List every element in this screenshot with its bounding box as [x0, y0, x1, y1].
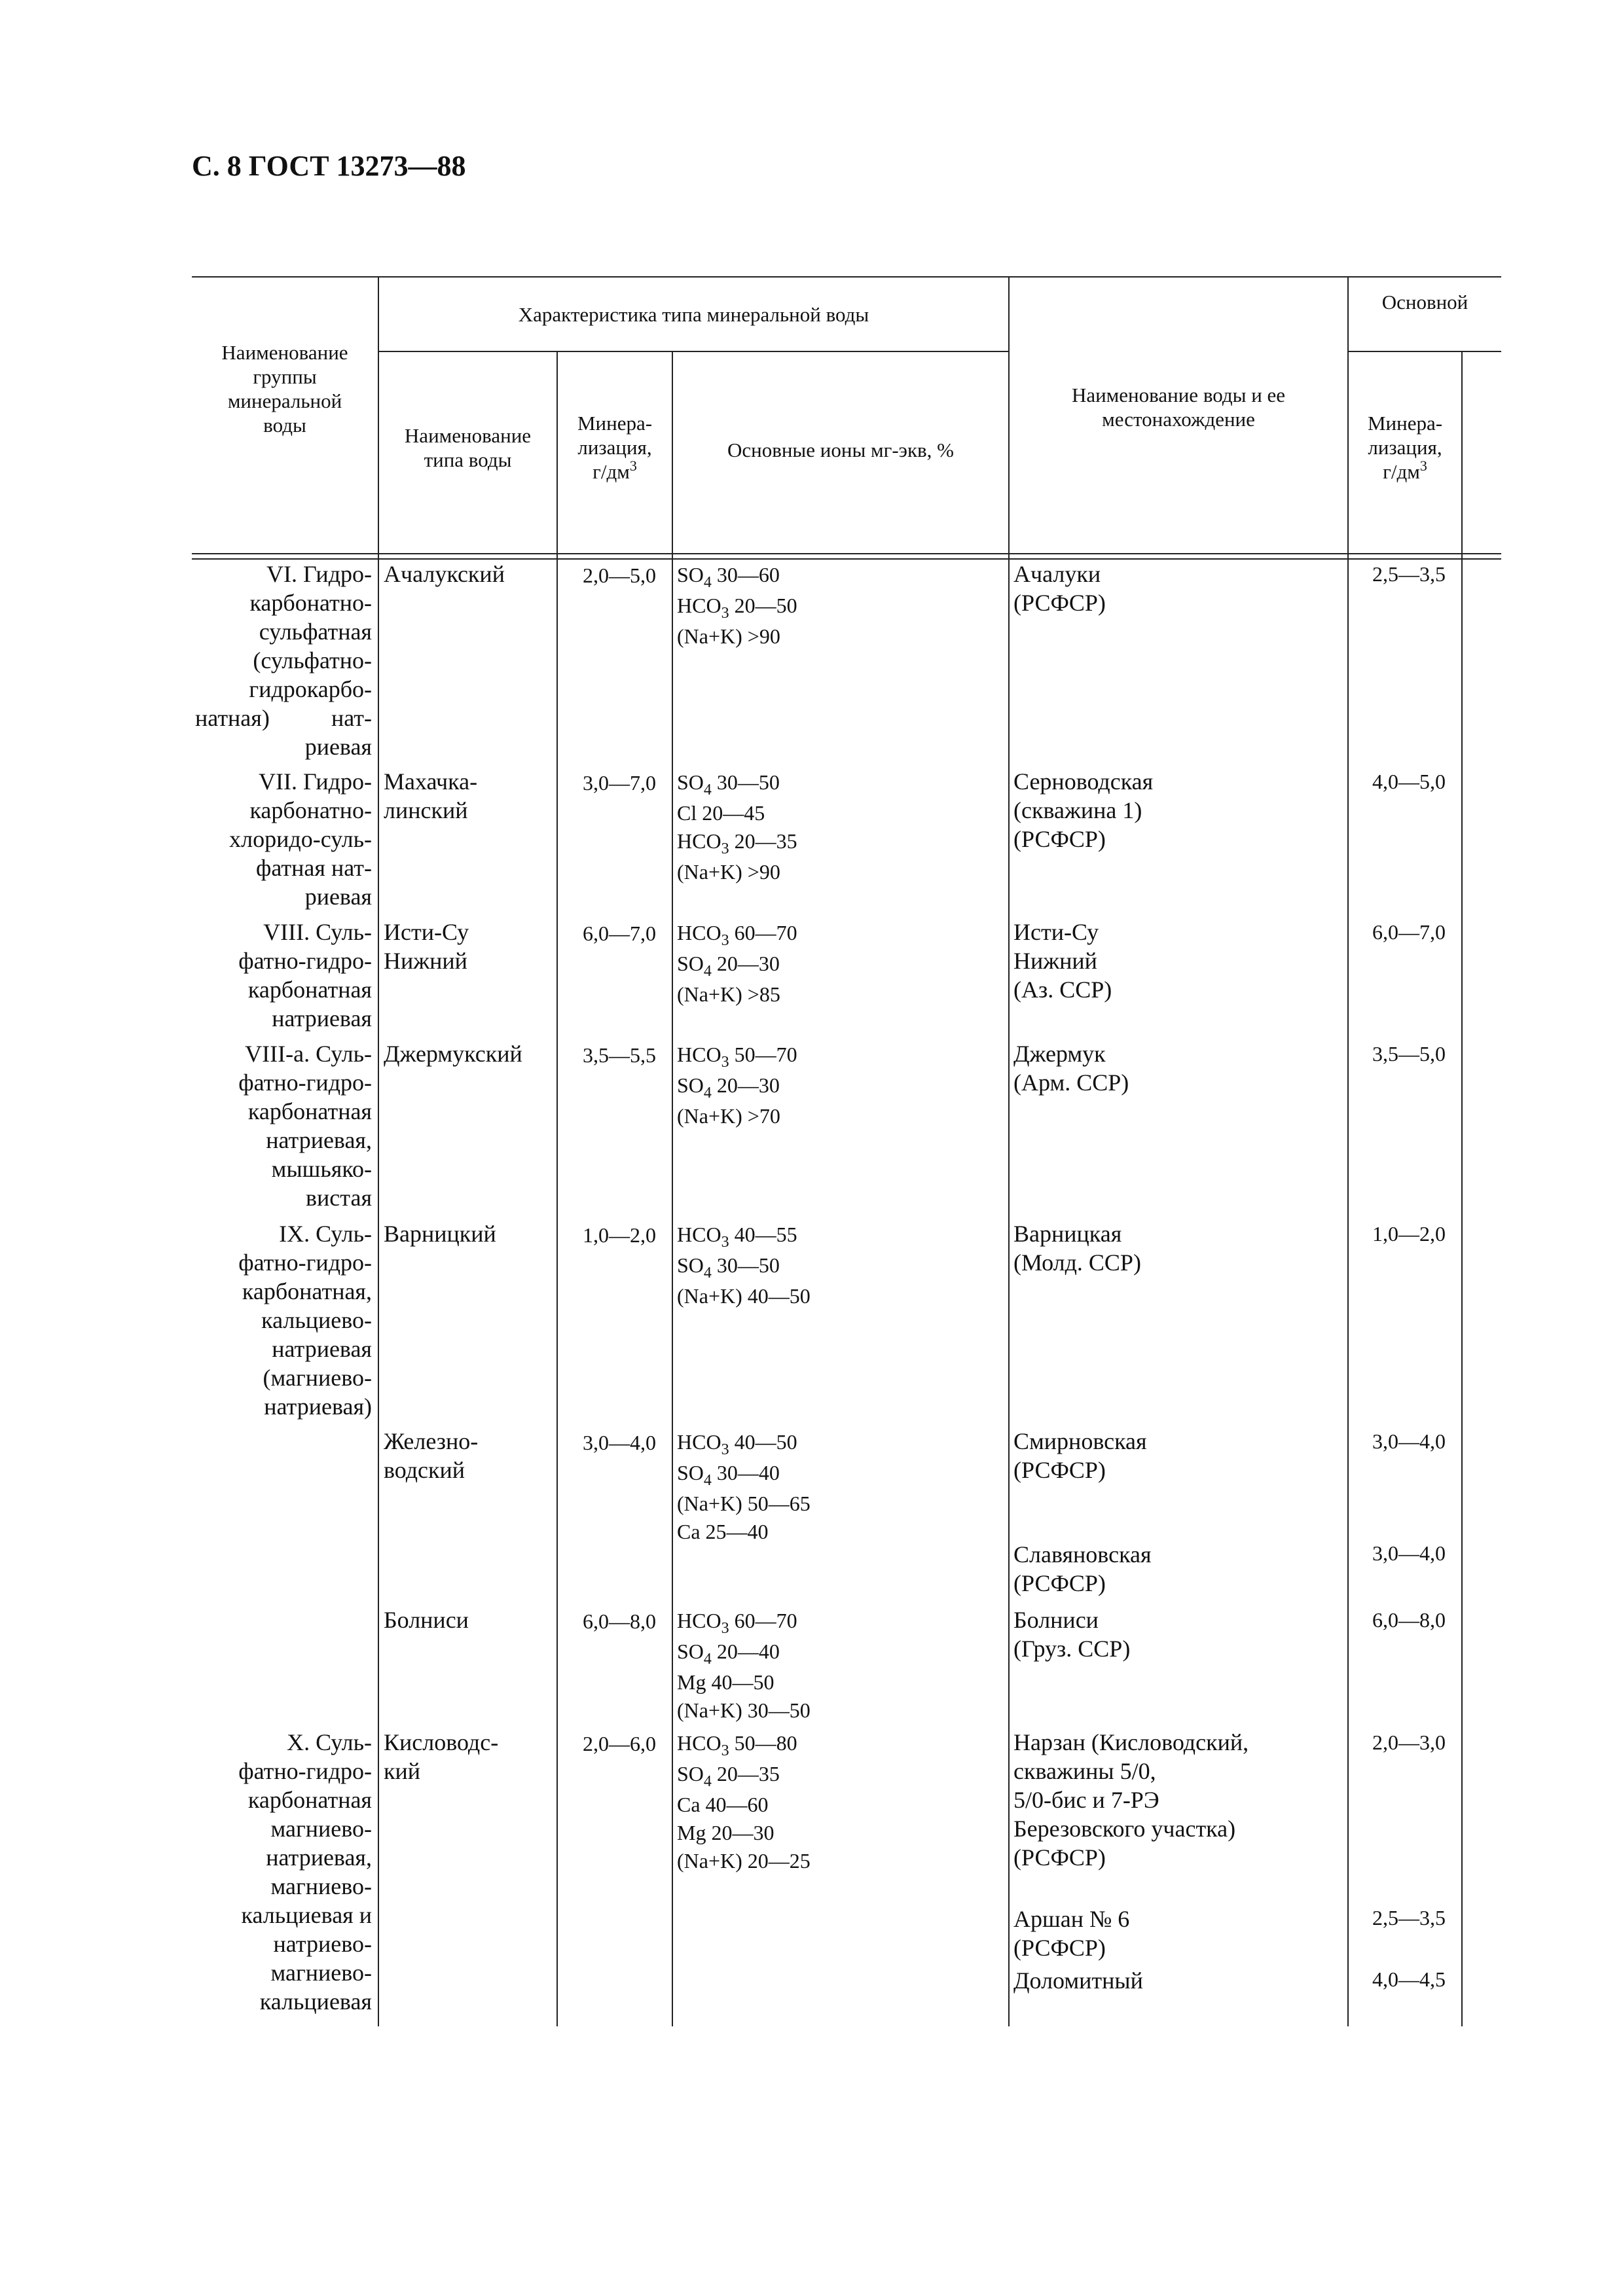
water-dzhermuk: Джермук (Арм. ССР): [1013, 1041, 1129, 1096]
col-divider-1: [378, 276, 379, 2026]
col-divider-3: [672, 351, 673, 2026]
water-narzan: Нарзан (Кисловодский, скважины 5/0, 5/0-бис и 7-РЭ Березовского участка) (РСФСР): [1013, 1729, 1249, 1871]
header-group-name: Наименование группы минеральной воды: [221, 341, 348, 437]
type-min-bolnisi: 6,0—8,0: [583, 1609, 656, 1633]
ions-achaluk: $SO_4$ 30—60 $HCO_3$ 20—50 (Na+K) >90: [677, 563, 797, 648]
ions-bolnisi: $HCO_3$ 60—70 $SO_4$ 20—40 Mg 40—50 (Na+K) 30—50: [677, 1609, 811, 1722]
type-min-makhachkala: 3,0—7,0: [583, 771, 656, 795]
header-bottom-rule: [192, 553, 1501, 554]
main-min-slavyanovskaya: 3,0—4,0: [1372, 1541, 1446, 1565]
col-divider-5: [1347, 276, 1349, 2026]
main-min-narzan: 2,0—3,0: [1372, 1731, 1446, 1754]
type-min-zheleznovodsk: 3,0—4,0: [583, 1431, 656, 1454]
header-sub-rule-main: [1347, 351, 1501, 352]
ions-makhachkala: $SO_4$ 30—50 Cl 20—45 $HCO_3$ 20—35 (Na+K) >90: [677, 770, 797, 884]
col-divider-4: [1008, 276, 1010, 2026]
type-min-kislovodsk: 2,0—6,0: [583, 1732, 656, 1755]
main-min-varnitskaya: 1,0—2,0: [1372, 1222, 1446, 1246]
water-dolomitny: Доломитный: [1013, 1967, 1143, 1994]
water-achaluki: Ачалуки (РСФСР): [1013, 561, 1106, 616]
type-name-zheleznovodsk: Железно- водский: [384, 1428, 479, 1483]
header-mineralization: Минера- лизация, $г/дм^3$: [577, 412, 653, 483]
main-min-dzhermuk: 3,5—5,0: [1372, 1042, 1446, 1066]
group-ix: IX. Суль- фатно-гидро- карбонатная, кальциево- натриевая (магниево- натриевая): [238, 1221, 372, 1420]
header-main-mineralization: Минера- лизация, $г/дм^3$: [1367, 412, 1443, 483]
type-min-varnitsa: 1,0—2,0: [583, 1223, 656, 1247]
main-min-achaluki: 2,5—3,5: [1372, 562, 1446, 586]
ions-varnitsa: $HCO_3$ 40—55 $SO_4$ 30—50 (Na+K) 40—50: [677, 1223, 811, 1308]
col-divider-6: [1461, 351, 1463, 2026]
type-name-dzhermuk: Джермукский: [384, 1041, 522, 1067]
header-type-name: Наименование типа воды: [404, 424, 532, 471]
table-top-rule: [192, 276, 1501, 278]
type-min-achaluk: 2,0—5,0: [583, 564, 656, 587]
header-sub-rule: [378, 351, 1008, 352]
main-min-bolnisi: 6,0—8,0: [1372, 1608, 1446, 1632]
ions-zheleznovodsk: $HCO_3$ 40—50 $SO_4$ 30—40 (Na+K) 50—65 Ca 25—40: [677, 1430, 811, 1543]
water-slavyanovskaya: Славяновская (РСФСР): [1013, 1541, 1152, 1596]
main-min-arshan: 2,5—3,5: [1372, 1906, 1446, 1929]
type-min-dzhermuk: 3,5—5,5: [583, 1043, 656, 1067]
type-name-makhachkala: Махачка- линский: [384, 768, 478, 823]
page-header: С. 8 ГОСТ 13273—88: [192, 150, 466, 182]
group-vi: VI. Гидро- карбонатно- сульфатная (сульфатно- гидрокарбо- натная) нат- риевая: [195, 561, 372, 760]
water-smirnovskaya: Смирновская (РСФСР): [1013, 1428, 1147, 1483]
header-main: Основной: [1381, 291, 1468, 314]
main-min-isti-su: 6,0—7,0: [1372, 920, 1446, 944]
ions-dzhermuk: $HCO_3$ 50—70 $SO_4$ 20—30 (Na+K) >70: [677, 1043, 797, 1128]
water-bolnisi: Болниси (Груз. ССР): [1013, 1607, 1131, 1662]
water-arshan: Аршан № 6 (РСФСР): [1013, 1906, 1130, 1961]
header-water-name: Наименование воды и ее местонахождение: [1071, 384, 1286, 431]
group-x: X. Суль- фатно-гидро- карбонатная магниево- натриевая, магниево- кальциевая и натриево- магниево- кальциевая: [238, 1729, 372, 2015]
type-name-kislovodsk: Кисловодс- кий: [384, 1729, 499, 1784]
header-ions: Основные ионы мг-экв, %: [727, 439, 955, 461]
type-name-bolnisi: Болниси: [384, 1607, 469, 1633]
main-min-smirnovskaya: 3,0—4,0: [1372, 1429, 1446, 1453]
main-min-sernovodskaya: 4,0—5,0: [1372, 770, 1446, 793]
group-viii-a: VIII-а. Суль- фатно-гидро- карбонатная натриевая, мышьяко- вистая: [238, 1041, 372, 1211]
type-min-isti-su: 6,0—7,0: [583, 922, 656, 945]
type-name-achaluk: Ачалукский: [384, 561, 505, 587]
water-sernovodskaya: Серноводская (скважина 1) (РСФСР): [1013, 768, 1154, 852]
type-name-varnitsa: Варницкий: [384, 1221, 496, 1247]
header-type-characteristic: Характеристика типа минеральной воды: [518, 303, 869, 326]
group-viii: VIII. Суль- фатно-гидро- карбонатная натриевая: [238, 919, 372, 1031]
ions-isti-su: $HCO_3$ 60—70 $SO_4$ 20—30 (Na+K) >85: [677, 921, 797, 1006]
type-name-isti-su: Исти-Су Нижний: [384, 919, 469, 974]
col-divider-2: [556, 351, 558, 2026]
group-vii: VII. Гидро- карбонатно- хлоридо-суль- фатная нат- риевая: [229, 768, 372, 910]
ions-kislovodsk: $HCO_3$ 50—80 $SO_4$ 20—35 Ca 40—60 Mg 20—30 (Na+K) 20—25: [677, 1731, 811, 1873]
main-min-dolomitny: 4,0—4,5: [1372, 1967, 1446, 1991]
water-isti-su: Исти-Су Нижний (Аз. ССР): [1013, 919, 1112, 1003]
water-varnitskaya: Варницкая (Молд. ССР): [1013, 1221, 1141, 1276]
